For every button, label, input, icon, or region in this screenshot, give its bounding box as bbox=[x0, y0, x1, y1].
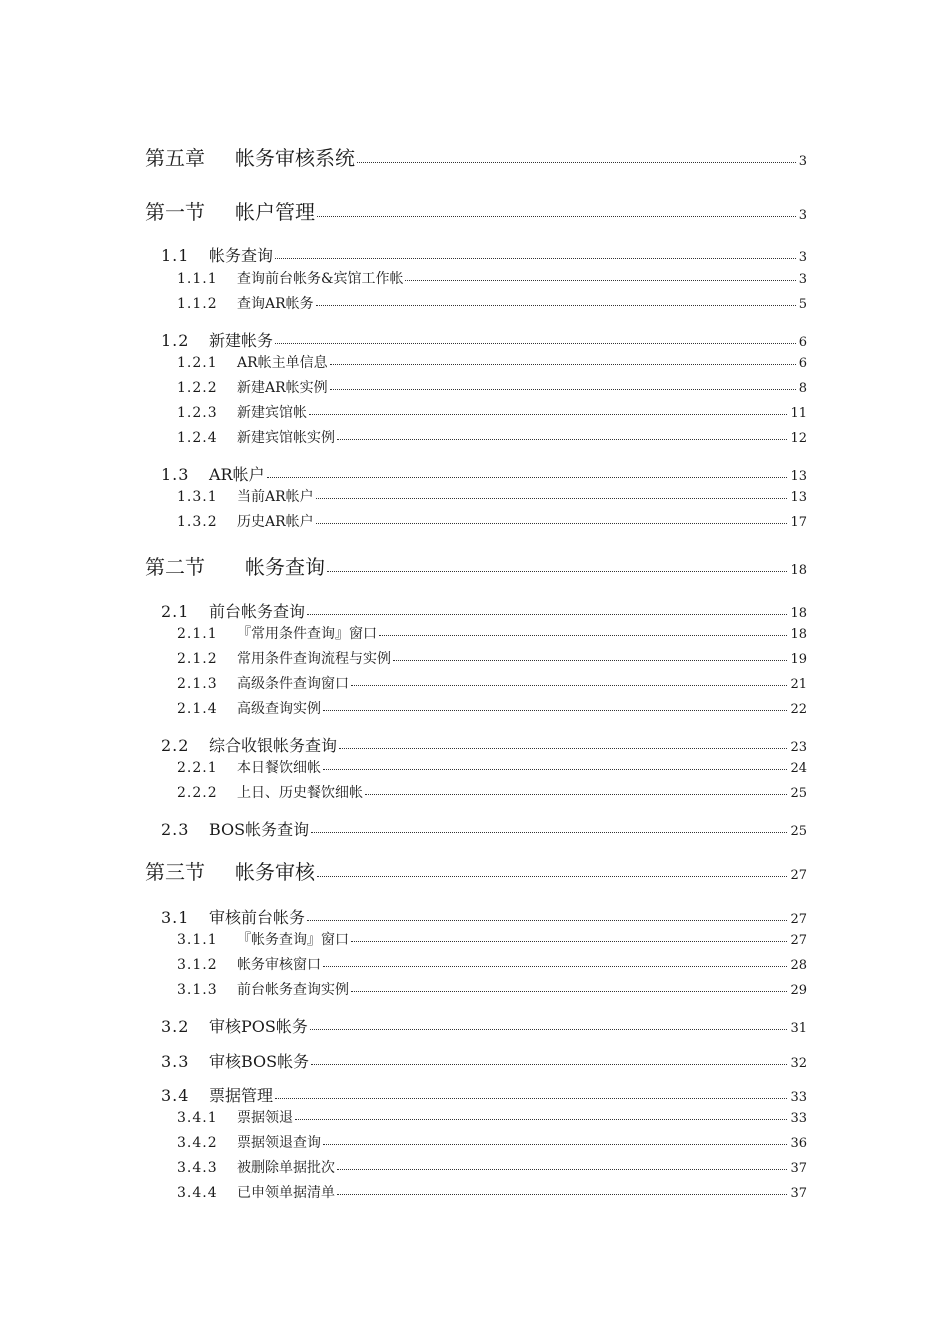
toc-entry-2-2-2[interactable] bbox=[177, 782, 807, 802]
toc-entry-title: 新建帐务 bbox=[209, 331, 274, 350]
toc-entry-page: 19 bbox=[790, 652, 807, 667]
toc-entry-2-2-1[interactable] bbox=[177, 757, 807, 777]
dot-leader bbox=[316, 523, 788, 524]
toc-entry-title: 上日、历史餐饮细帐 bbox=[237, 785, 363, 801]
toc-entry-title: 高级查询实例 bbox=[237, 701, 321, 717]
toc-entry-3-3[interactable] bbox=[161, 1049, 807, 1072]
toc-entry-3-1-1[interactable] bbox=[177, 929, 807, 949]
dot-leader bbox=[267, 477, 788, 478]
dot-leader bbox=[307, 614, 787, 615]
toc-entry-title: AR帐主单信息 bbox=[237, 355, 328, 371]
toc-entry-number: 1.3 bbox=[161, 465, 190, 484]
dot-leader bbox=[310, 1029, 788, 1030]
toc-entry-1-2-3[interactable] bbox=[177, 402, 807, 422]
toc-entry-number: 1.3.1 bbox=[177, 489, 218, 505]
toc-entry-number: 3.4 bbox=[161, 1086, 190, 1105]
dot-leader bbox=[330, 364, 796, 365]
toc-entry-number: 2.2 bbox=[161, 736, 190, 755]
dot-leader bbox=[275, 343, 796, 344]
toc-entry-number: 3.4.2 bbox=[177, 1135, 218, 1151]
toc-entry-number: 3.1.1 bbox=[177, 932, 218, 948]
toc-entry-page: 37 bbox=[790, 1186, 807, 1201]
toc-entry-page: 25 bbox=[790, 786, 807, 801]
dot-leader bbox=[351, 685, 787, 686]
toc-entry-page: 33 bbox=[790, 1090, 807, 1105]
toc-entry-title: 新建宾馆帐实例 bbox=[237, 430, 335, 446]
dot-leader bbox=[357, 162, 796, 163]
toc-entry-1-1-1[interactable] bbox=[177, 268, 807, 288]
toc-entry-number: 第三节 bbox=[145, 860, 205, 884]
toc-entry-1-2-1[interactable] bbox=[177, 352, 807, 372]
toc-entry-2-1[interactable] bbox=[161, 599, 807, 622]
dot-leader bbox=[339, 748, 787, 749]
toc-entry-3-4-1[interactable] bbox=[177, 1107, 807, 1127]
toc-entry-3-4-3[interactable] bbox=[177, 1157, 807, 1177]
toc-entry-number: 3.4.4 bbox=[177, 1185, 218, 1201]
toc-entry-1-3-2[interactable] bbox=[177, 511, 807, 531]
toc-entry-number: 1.3.2 bbox=[177, 514, 218, 530]
toc-entry-number: 第一节 bbox=[145, 200, 205, 224]
toc-entry-page: 23 bbox=[790, 740, 807, 755]
toc-entry-page: 32 bbox=[790, 1056, 807, 1071]
toc-entry-title: 帐务查询 bbox=[209, 246, 274, 265]
toc-entry-3-4-4[interactable] bbox=[177, 1182, 807, 1202]
toc-entry-3-1[interactable] bbox=[161, 905, 807, 928]
toc-entry-number: 2.1.3 bbox=[177, 676, 218, 692]
toc-entry-number: 2.2.1 bbox=[177, 760, 218, 776]
dot-leader bbox=[393, 660, 787, 661]
dot-leader bbox=[351, 941, 787, 942]
toc-entry-number: 2.1.4 bbox=[177, 701, 218, 717]
dot-leader bbox=[317, 876, 787, 877]
toc-entry-1-3[interactable] bbox=[161, 462, 807, 485]
toc-entry-number: 1.1.1 bbox=[177, 271, 218, 287]
toc-entry-title: BOS帐务查询 bbox=[209, 820, 310, 839]
toc-entry-page: 5 bbox=[798, 297, 807, 312]
toc-entry-title: 帐务审核系统 bbox=[235, 146, 355, 170]
toc-entry-number: 2.2.2 bbox=[177, 785, 218, 801]
toc-entry-page: 13 bbox=[790, 469, 807, 484]
toc-entry-title: 帐务查询 bbox=[245, 555, 325, 579]
dot-leader bbox=[337, 1169, 787, 1170]
toc-entry-2-3[interactable] bbox=[161, 817, 807, 840]
toc-entry-number: 3.4.1 bbox=[177, 1110, 218, 1126]
dot-leader bbox=[323, 966, 787, 967]
toc-entry-title: 当前AR帐户 bbox=[237, 489, 314, 505]
toc-entry-title: 审核前台帐务 bbox=[209, 908, 306, 927]
toc-entry-3-1-2[interactable] bbox=[177, 954, 807, 974]
toc-entry-number: 2.1.1 bbox=[177, 626, 218, 642]
toc-entry-title: 前台帐务查询 bbox=[209, 602, 306, 621]
dot-leader bbox=[337, 1194, 787, 1195]
toc-entry-title: 历史AR帐户 bbox=[237, 514, 314, 530]
toc-entry-page: 12 bbox=[790, 431, 807, 446]
toc-entry-page: 27 bbox=[790, 912, 807, 927]
dot-leader bbox=[405, 280, 795, 281]
toc-entry-number: 1.2.2 bbox=[177, 380, 218, 396]
toc-entry-page: 18 bbox=[790, 606, 807, 621]
dot-leader bbox=[337, 439, 787, 440]
toc-entry-number: 3.4.3 bbox=[177, 1160, 218, 1176]
toc-entry-page: 24 bbox=[790, 761, 807, 776]
toc-entry-3-2[interactable] bbox=[161, 1014, 807, 1037]
dot-leader bbox=[316, 498, 788, 499]
toc-entry-3-4[interactable] bbox=[161, 1083, 807, 1106]
toc-entry-2-1-1[interactable] bbox=[177, 623, 807, 643]
toc-entry-number: 1.2.4 bbox=[177, 430, 218, 446]
dot-leader bbox=[275, 258, 796, 259]
toc-entry-page: 36 bbox=[790, 1136, 807, 1151]
toc-entry-title: 本日餐饮细帐 bbox=[237, 760, 321, 776]
toc-entry-number: 3.3 bbox=[161, 1052, 190, 1071]
toc-entry-number: 1.2.1 bbox=[177, 355, 218, 371]
toc-entry-page: 11 bbox=[790, 406, 807, 421]
dot-leader bbox=[307, 920, 787, 921]
toc-entry-1-2[interactable] bbox=[161, 328, 807, 351]
toc-entry-page: 25 bbox=[790, 824, 807, 839]
dot-leader bbox=[323, 769, 787, 770]
toc-entry-number: 1.2 bbox=[161, 331, 190, 350]
dot-leader bbox=[365, 794, 787, 795]
toc-entry-number: 1.1.2 bbox=[177, 296, 218, 312]
dot-leader bbox=[275, 1098, 787, 1099]
toc-entry-section-2[interactable] bbox=[145, 551, 807, 580]
toc-entry-title: 帐务审核 bbox=[235, 860, 315, 884]
toc-entry-1-2-4[interactable] bbox=[177, 427, 807, 447]
toc-entry-2-1-4[interactable] bbox=[177, 698, 807, 718]
toc-entry-title: AR帐户 bbox=[209, 465, 265, 484]
dot-leader bbox=[316, 305, 796, 306]
toc-entry-number: 3.1.2 bbox=[177, 957, 218, 973]
dot-leader bbox=[323, 710, 787, 711]
toc-entry-chapter-5[interactable] bbox=[145, 142, 807, 171]
toc-entry-title: 查询前台帐务&宾馆工作帐 bbox=[237, 271, 404, 287]
toc-entry-2-1-3[interactable] bbox=[177, 673, 807, 693]
dot-leader bbox=[351, 991, 787, 992]
toc-entry-title: 票据领退查询 bbox=[237, 1135, 321, 1151]
toc-entry-2-2[interactable] bbox=[161, 733, 807, 756]
toc-entry-number: 3.1.3 bbox=[177, 982, 218, 998]
toc-entry-number: 第五章 bbox=[145, 146, 205, 170]
toc-entry-title: 新建AR帐实例 bbox=[237, 380, 328, 396]
toc-entry-title: 高级条件查询窗口 bbox=[237, 676, 349, 692]
toc-entry-title: 帐务审核窗口 bbox=[237, 957, 321, 973]
dot-leader bbox=[311, 1064, 787, 1065]
toc-entry-title: 已申领单据清单 bbox=[237, 1185, 335, 1201]
toc-entry-1-2-2[interactable] bbox=[177, 377, 807, 397]
toc-entry-1-3-1[interactable] bbox=[177, 486, 807, 506]
toc-entry-page: 29 bbox=[790, 983, 807, 998]
toc-entry-number: 2.1 bbox=[161, 602, 190, 621]
dot-leader bbox=[330, 389, 796, 390]
toc-entry-section-3[interactable] bbox=[145, 856, 807, 885]
toc-entry-number: 1.1 bbox=[161, 246, 190, 265]
toc-entry-title: 帐户管理 bbox=[235, 200, 315, 224]
toc-entry-section-1[interactable] bbox=[145, 196, 807, 225]
toc-entry-number: 2.3 bbox=[161, 820, 190, 839]
dot-leader bbox=[327, 571, 787, 572]
toc-entry-title: 『常用条件查询』窗口 bbox=[237, 626, 377, 642]
toc-entry-page: 3 bbox=[798, 154, 807, 169]
toc-entry-page: 27 bbox=[790, 868, 807, 883]
toc-entry-number: 2.1.2 bbox=[177, 651, 218, 667]
toc-entry-3-1-3[interactable] bbox=[177, 979, 807, 999]
toc-entry-2-1-2[interactable] bbox=[177, 648, 807, 668]
dot-leader bbox=[311, 832, 787, 833]
toc-entry-page: 27 bbox=[790, 933, 807, 948]
dot-leader bbox=[309, 414, 787, 415]
toc-entry-page: 17 bbox=[790, 515, 807, 530]
toc-entry-number: 第二节 bbox=[145, 555, 205, 579]
toc-entry-title: 查询AR帐务 bbox=[237, 296, 314, 312]
toc-entry-page: 21 bbox=[790, 677, 807, 692]
toc-entry-number: 3.1 bbox=[161, 908, 190, 927]
dot-leader bbox=[295, 1119, 787, 1120]
dot-leader bbox=[379, 635, 787, 636]
toc-entry-title: 被删除单据批次 bbox=[237, 1160, 335, 1176]
toc-entry-title: 新建宾馆帐 bbox=[237, 405, 307, 421]
toc-entry-page: 33 bbox=[790, 1111, 807, 1126]
toc-entry-title: 票据领退 bbox=[237, 1110, 293, 1126]
toc-entry-page: 3 bbox=[798, 208, 807, 223]
dot-leader bbox=[317, 216, 796, 217]
toc-entry-page: 6 bbox=[798, 356, 807, 371]
toc-entry-title: 票据管理 bbox=[209, 1086, 274, 1105]
toc-entry-page: 31 bbox=[790, 1021, 807, 1036]
toc-entry-page: 3 bbox=[798, 250, 807, 265]
toc-entry-page: 3 bbox=[798, 272, 807, 287]
toc-entry-1-1[interactable] bbox=[161, 243, 807, 266]
toc-entry-title: 『帐务查询』窗口 bbox=[237, 932, 349, 948]
toc-entry-number: 3.2 bbox=[161, 1017, 190, 1036]
toc-entry-page: 28 bbox=[790, 958, 807, 973]
toc-entry-title: 常用条件查询流程与实例 bbox=[237, 651, 391, 667]
toc-entry-page: 6 bbox=[798, 335, 807, 350]
toc-entry-page: 22 bbox=[790, 702, 807, 717]
toc-entry-1-1-2[interactable] bbox=[177, 293, 807, 313]
toc-entry-page: 18 bbox=[790, 627, 807, 642]
toc-entry-page: 13 bbox=[790, 490, 807, 505]
toc-entry-title: 审核POS帐务 bbox=[209, 1017, 308, 1036]
toc-entry-title: 前台帐务查询实例 bbox=[237, 982, 349, 998]
toc-entry-page: 8 bbox=[798, 381, 807, 396]
toc-entry-number: 1.2.3 bbox=[177, 405, 218, 421]
toc-entry-3-4-2[interactable] bbox=[177, 1132, 807, 1152]
toc-entry-page: 18 bbox=[790, 563, 807, 578]
dot-leader bbox=[323, 1144, 787, 1145]
toc-entry-title: 审核BOS帐务 bbox=[209, 1052, 310, 1071]
toc-entry-title: 综合收银帐务查询 bbox=[209, 736, 338, 755]
toc-entry-page: 37 bbox=[790, 1161, 807, 1176]
